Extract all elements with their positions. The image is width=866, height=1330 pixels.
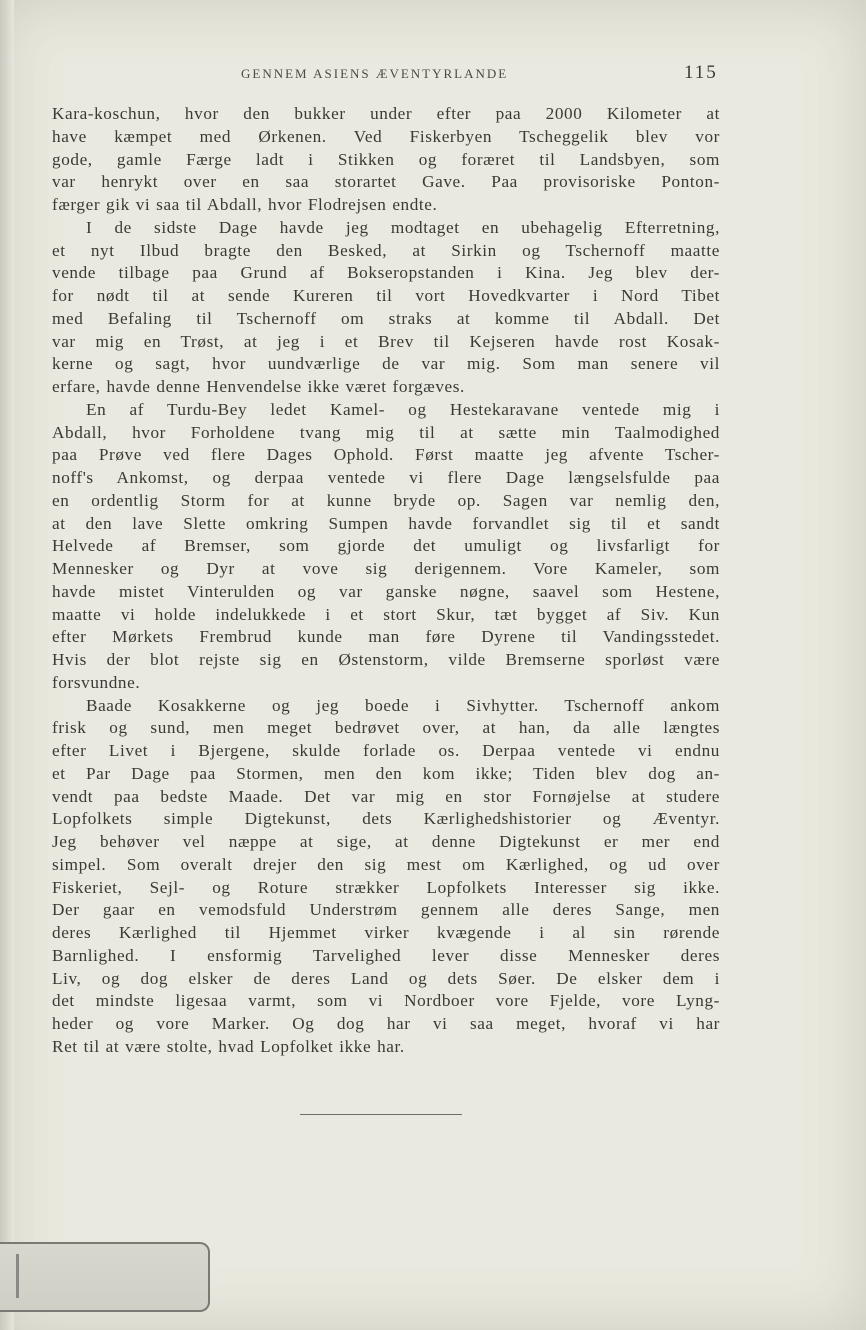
text-line: Barnlighed. I ensformig Tarvelighed lever disse Mennesker deres bbox=[52, 945, 720, 965]
text-line: et Par Dage paa Stormen, men den kom ikke; Tiden blev dog an- bbox=[52, 763, 720, 783]
page-edge bbox=[0, 0, 14, 1330]
text-line: kerne og sagt, hvor uundværlige de var mig. Som man senere vil bbox=[52, 354, 720, 374]
text-line: Lopfolkets simple Digtekunst, dets Kærlighedshistorier og Æventyr. bbox=[52, 809, 720, 829]
section-end-rule bbox=[300, 1114, 462, 1115]
text-line: efter Livet i Bjergene, skulde forlade os. Derpaa ventede vi endnu bbox=[52, 741, 720, 760]
text-line: I de sidste Dage havde jeg modtaget en ubehagelig Efterretning, bbox=[86, 217, 720, 237]
text-line: Liv, og dog elsker de deres Land og dets Søer. De elsker dem i bbox=[52, 968, 720, 988]
text-line: var mig en Trøst, at jeg i et Brev til Kejseren havde rost Kosak- bbox=[52, 331, 720, 351]
page-number: 115 bbox=[684, 62, 718, 83]
text-line: Kara-koschun, hvor den bukker under efter paa 2000 Kilometer at bbox=[52, 104, 720, 123]
text-line: heder og vore Marker. Og dog har vi saa meget, hvoraf vi har bbox=[52, 1014, 720, 1033]
paper-clip-mark bbox=[0, 1242, 210, 1312]
text-line: var henrykt over en saa storartet Gave. Paa provisoriske Ponton- bbox=[52, 172, 720, 192]
text-line: færger gik vi saa til Abdall, hvor Flodrejsen endte. bbox=[52, 195, 438, 214]
text-line: et nyt Ilbud bragte den Besked, at Sirkin og Tschernoff maatte bbox=[52, 240, 720, 260]
body-text bbox=[52, 103, 720, 1059]
text-line: noff's Ankomst, og derpaa ventede vi flere Dage længselsfulde paa bbox=[52, 468, 720, 487]
text-line: simpel. Som overalt drejer den sig mest om Kærlighed, og ud over bbox=[52, 854, 720, 874]
text-line: En af Turdu-Bey ledet Kamel- og Hestekaravane ventede mig i bbox=[86, 399, 720, 419]
text-line: Baade Kosakkerne og jeg boede i Sivhytter. Tschernoff ankom bbox=[86, 695, 720, 715]
text-line: Mennesker og Dyr at vove sig derigennem. Vore Kameler, som bbox=[52, 559, 720, 578]
text-line: med Befaling til Tschernoff om straks at komme til Abdall. Det bbox=[52, 308, 720, 328]
text-line: Ret til at være stolte, hvad Lopfolket ikke har. bbox=[52, 1036, 405, 1056]
text-line: gode, gamle Færge ladt i Stikken og foræret til Landsbyen, som bbox=[52, 149, 720, 169]
text-line: for nødt til at sende Kureren til vort Hovedkvarter i Nord Tibet bbox=[52, 286, 720, 305]
running-header bbox=[0, 62, 866, 86]
text-line: forsvundne. bbox=[52, 672, 141, 692]
text-line: at den lave Slette omkring Sumpen havde forvandlet sig til et sandt bbox=[52, 513, 720, 533]
text-line: paa Prøve ved flere Dages Ophold. Først maatte jeg afvente Tscher- bbox=[52, 445, 720, 465]
text-line: det mindste ligesaa varmt, som vi Nordboer vore Fjelde, vore Lyng- bbox=[52, 991, 720, 1011]
text-line: Hvis der blot rejste sig en Østenstorm, vilde Bremserne sporløst være bbox=[52, 650, 720, 669]
text-line: Jeg behøver vel næppe at sige, at denne Digtekunst er mer end bbox=[52, 832, 720, 851]
text-line: efter Mørkets Frembrud kunde man føre Dyrene til Vandingsstedet. bbox=[52, 627, 720, 647]
running-title: GENNEM ASIENS ÆVENTYRLANDE bbox=[241, 66, 509, 81]
text-line: have kæmpet med Ørkenen. Ved Fiskerbyen Tscheggelik blev vor bbox=[52, 126, 720, 146]
text-line: Helvede af Bremser, som gjorde det umuligt og livsfarligt for bbox=[52, 536, 720, 556]
text-line: vende tilbage paa Grund af Bokseropstanden i Kina. Jeg blev der- bbox=[52, 263, 720, 283]
text-line: en ordentlig Storm for at kunne bryde op. Sagen var nemlig den, bbox=[52, 490, 720, 510]
text-line: Der gaar en vemodsfuld Understrøm gennem alle deres Sange, men bbox=[52, 900, 720, 920]
text-line: frisk og sund, men meget bedrøvet over, at han, da alle længtes bbox=[52, 718, 720, 738]
text-line: deres Kærlighed til Hjemmet virker kvægende i al sin rørende bbox=[52, 923, 720, 942]
text-line: vendt paa bedste Maade. Det var mig en stor Fornøjelse at studere bbox=[52, 786, 720, 806]
text-line: Fiskeriet, Sejl- og Roture strækker Lopfolkets Interesser sig ikke. bbox=[52, 877, 720, 897]
text-line: erfare, havde denne Henvendelse ikke været forgæves. bbox=[52, 377, 465, 396]
text-line: maatte vi holde indelukkede i et stort Skur, tæt bygget af Siv. Kun bbox=[52, 604, 720, 624]
text-line: havde mistet Vinterulden og var ganske nøgne, saavel som Hestene, bbox=[52, 581, 720, 601]
text-line: Abdall, hvor Forholdene tvang mig til at sætte min Taalmodighed bbox=[52, 422, 720, 442]
